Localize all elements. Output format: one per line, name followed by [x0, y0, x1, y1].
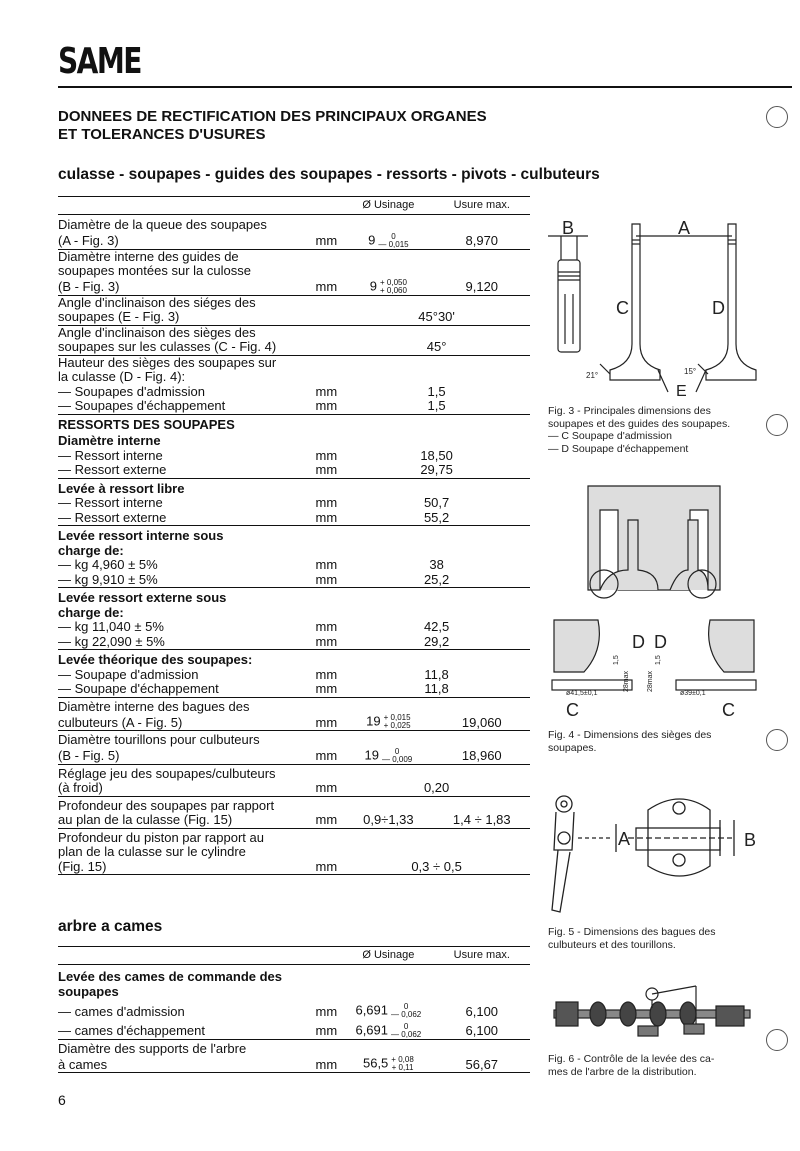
- table-row: Diamètre de la queue des soupapes: [58, 217, 267, 232]
- fig3-label-d: D: [712, 298, 725, 318]
- figure-6-camshaft-check: [548, 984, 760, 1040]
- col-usinage: Ø Usinage: [343, 947, 433, 965]
- title-line: ET TOLERANCES D'USURES: [58, 126, 266, 143]
- fig4-dim-415: ø41,5±0,1: [566, 690, 598, 697]
- col-usinage: Ø Usinage: [343, 197, 433, 215]
- fig5-label-a: A: [618, 829, 631, 849]
- punch-hole: [766, 414, 788, 436]
- fig3-caption: Fig. 3 - Principales dimensions des soupapes et des guides des soupapes. — C Soupape d'admission — D Soupape d'échappement: [548, 405, 731, 455]
- figure-4-valve-seats: [548, 480, 760, 720]
- section-heading-arbre: arbre a cames: [58, 918, 163, 935]
- table-header: [58, 197, 530, 215]
- fig4-label-c: C: [722, 700, 735, 720]
- spec-table-culasse: Ø Usinage Usure max. Diamètre de la queue des soupapes (A - Fig. 3) mm 9 0 — 0,015 8,970 Diamètre interne des guides de soupapes montées sur la culosse (B - Fig. 3) mm 9 + 0,050 + 0,060 9,120 Angle d'inclinaison des siéges des soupapes (E - Fig. 3) 45°30' Angle d'inclinaison des sièges des soupapes sur les culasses (C - Fig. 4) 45° Hauteur des sièges des soupapes sur la culasse (D - Fig. 4): — Soupapes d'admission mm 1,5 — Soupapes d'échappement mm 1,5 RESSORTS DES SOUPAPES Diamètre interne — Ressort interne mm 18,50 — Ressort externe mm 29,75 Levée à ressort libre — Ressort interne mm 50,7 — Ressort externe mm 55,2 Levée ressort interne sous charge de: — kg 4,960 ± 5% mm 38 — kg 9,910 ± 5% mm 25,2 Levée ressort externe sous charge de: — kg 11,040 ± 5% mm 42,5 — kg 22,090 ± 5% mm 29,2 Levée théorique des soupapes: — Soupape d'admission mm 11,8 — Soupape d'échappement mm 11,8 Diamètre interne des bagues des culbuteurs (A - Fig. 5) mm 19 + 0,015 + 0,025 19,060 Diamètre tourillons pour culbuteurs (B - Fig. 5) mm 19 0 — 0,009 18,960 Réglage jeu des soupapes/culbuteurs (à froid) mm 0,20 Profondeur des soupapes par rapport au plan de la culasse (Fig. 15) mm 0,9÷1,33 1,4 ÷ 1,83 Profondeur du piston par rapport au plan de la culasse sur le cylindre (Fig. 15) mm 0,3 ÷ 0,5: [58, 196, 530, 875]
- title-line: DONNEES DE RECTIFICATION DES PRINCIPAUX ORGANES: [58, 108, 487, 125]
- spec-table-arbre: Ø Usinage Usure max. Levée des cames de commande des soupapes — cames d'admission mm 6,691 0 — 0,062 6,100 — cames d'échappement mm 6,691 0 — 0,062 6,100 Diamètre des supports de l'arbre à cames mm 56,5 + 0,08 + 0,11 56,67: [58, 946, 530, 1073]
- fig4-dim-39: ø39±0,1: [680, 690, 706, 697]
- fig3-label-e: E: [676, 383, 687, 400]
- table-row: (B - Fig. 3) mm 9 + 0,050 + 0,060 9,120: [58, 279, 530, 296]
- fig3-label-angle21: 21°: [586, 371, 599, 380]
- header-rule: [58, 86, 792, 88]
- fig4-caption: Fig. 4 - Dimensions des sièges des soupapes.: [548, 729, 712, 754]
- page-number: 6: [58, 1092, 66, 1108]
- fig4-dim-28: 28max: [623, 670, 630, 692]
- fig5-caption: Fig. 5 - Dimensions des bagues des culbuteurs et des tourillons.: [548, 926, 716, 951]
- section-heading: culasse - soupapes - guides des soupapes - ressorts - pivots - culbuteurs: [58, 166, 600, 183]
- fig5-label-b: B: [744, 830, 757, 850]
- fig4-label-c: C: [566, 700, 579, 720]
- fig3-label-c: C: [616, 298, 629, 318]
- brand-logo: SAME: [58, 41, 141, 82]
- table-row: (A - Fig. 3) mm 9 0 — 0,015 8,970: [58, 233, 530, 250]
- fig4-label-d: D: [632, 632, 645, 652]
- fig4-dim-28: 28max: [647, 670, 654, 692]
- fig4-dim-15: 1,5: [655, 655, 662, 665]
- fig4-dim-15: 1,5: [613, 655, 620, 665]
- figure-3-valves: [548, 214, 768, 404]
- figure-5-rocker-arm: [548, 790, 760, 920]
- punch-hole: [766, 106, 788, 128]
- fig6-caption: Fig. 6 - Contrôle de la levée des ca- mes de l'arbre de la distribution.: [548, 1053, 715, 1078]
- page-title: [58, 108, 487, 144]
- fig3-label-b: B: [562, 218, 575, 238]
- col-usure: Usure max.: [434, 197, 530, 215]
- punch-hole: [766, 1029, 788, 1051]
- col-usure: Usure max.: [434, 947, 530, 965]
- punch-hole: [766, 729, 788, 751]
- fig3-label-a: A: [678, 218, 691, 238]
- fig4-label-d: D: [654, 632, 667, 652]
- fig3-label-angle15: 15°: [684, 367, 697, 376]
